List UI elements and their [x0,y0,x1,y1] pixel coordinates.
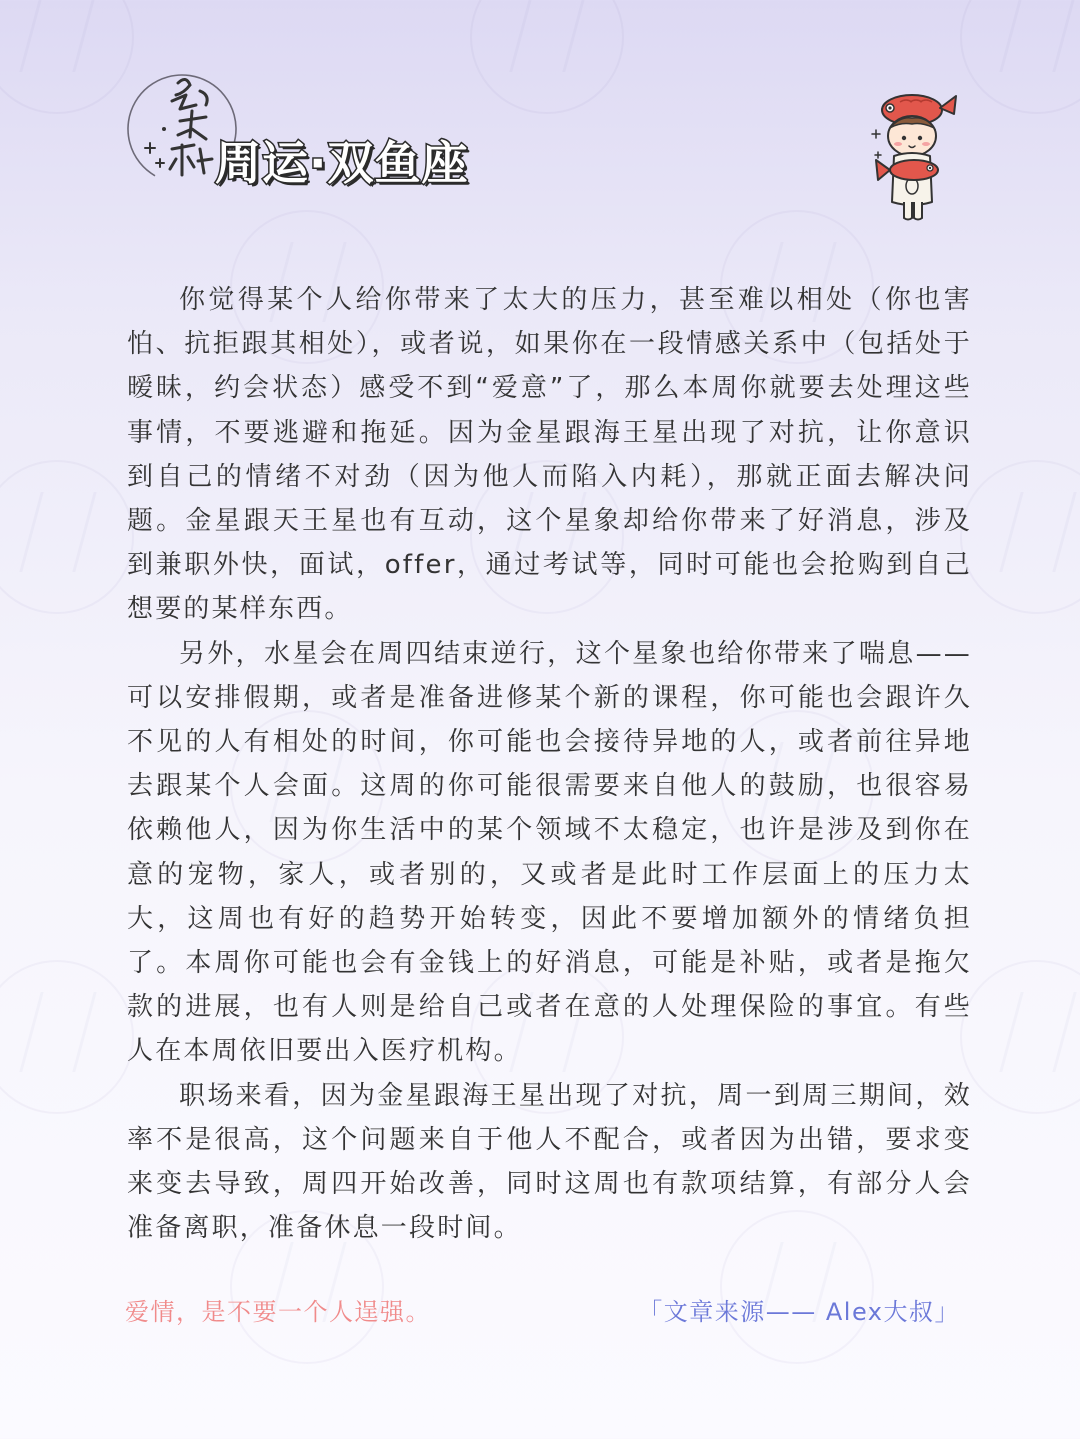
article-body [127,278,972,1250]
footer-slogan: 爱情，是不要一个人逞强。 [125,1298,431,1326]
paragraph: 职场来看，因为金星跟海王星出现了对抗，周一到周三期间，效率不是很高，这个问题来自于他人不配合，或者因为出错，要求变来变去导致，周四开始改善，同时这周也有款项结算，有部分人会准备离职，准备休息一段时间。 [127,1080,972,1244]
paragraph: 你觉得某个人给你带来了太大的压力，甚至难以相处（你也害怕、抗拒跟其相处），或者说，如果你在一段情感关系中（包括处于暧昧，约会状态）感受不到“爱意”了，那么本周你就要去处理这些事情，不要逃避和拖延。因为金星跟海王星出现了对抗，让你意识到自己的情绪不对劲（因为他人而陷入内耗），那就正面去解决问题。金星跟天王星也有互动，这个星象却给你带来了好消息，涉及到兼职外快，面试，offer，通过考试等，同时可能也会抢购到自己想要的某样东西。 [127,285,972,625]
footer-source: 「文章来源—— Alex大叔」 [638,1298,960,1326]
pisces-mascot-icon [870,90,960,225]
page-title: 周运·双鱼座 [215,136,469,190]
paragraph: 另外，水星会在周四结束逆行，这个星象也给你带来了喘息——可以安排假期，或者是准备进修某个新的课程，你可能也会跟许久不见的人有相处的时间，你可能也会接待异地的人，或者前往异地去跟某个人会面。这周的你可能很需要来自他人的鼓励，也很容易依赖他人，因为你生活中的某个领域不太稳定，也许是涉及到你在意的宠物，家人，或者别的，又或者是此时工作层面上的压力太大，这周也有好的趋势开始转变，因此不要增加额外的情绪负担了。本周你可能也会有金钱上的好消息，可能是补贴，或者是拖欠款的进展，也有人则是给自己或者在意的人处理保险的事宜。有些人在本周依旧要出入医疗机构。 [127,638,972,1067]
header [110,55,970,225]
